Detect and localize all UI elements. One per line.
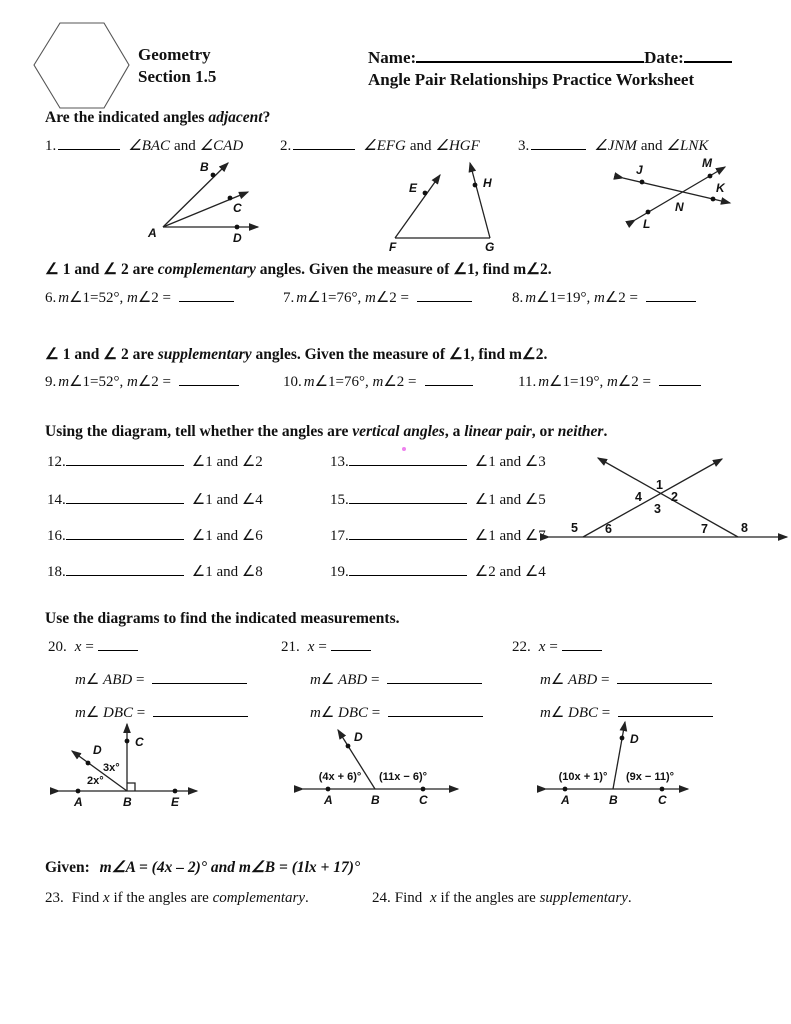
question-number: 17. (330, 528, 349, 544)
answer-blank (153, 703, 248, 717)
answer-blank (331, 637, 371, 651)
point-label-E: E (171, 795, 180, 809)
variable-x: x (538, 639, 546, 655)
heading-text: ∠ 1 and ∠ 2 are (45, 346, 158, 363)
given-formula: m∠A = (4x – 2)° and m∠B = (1lx + 17)° (99, 859, 361, 876)
point-label-F: F (389, 240, 397, 254)
answer-blank (349, 490, 467, 504)
equals: = (549, 639, 558, 655)
heading-text: angles. Given the measure of ∠1, find m∠2. (255, 261, 552, 278)
angle-symbol: ∠ (550, 705, 569, 721)
heading-text: Using the diagram, tell whether the angles are (45, 423, 353, 440)
question-number: 6. (45, 290, 57, 306)
question-15 (330, 490, 546, 509)
answer-blank (66, 562, 184, 576)
point-label-B: B (609, 793, 618, 807)
question-17 (330, 526, 546, 545)
question-12 (47, 452, 263, 471)
answer-blank (349, 526, 467, 540)
math-text: ∠2 = (604, 290, 639, 306)
question-number: 1. (45, 138, 57, 154)
diagram-q22 (538, 718, 703, 812)
course-title: Geometry (138, 45, 211, 64)
question-9 (45, 372, 239, 391)
heading-emphasis: linear pair (464, 423, 532, 440)
question-21-x (281, 637, 371, 656)
math-m: m (296, 290, 308, 306)
question-20-x (48, 637, 138, 656)
heading-emphasis: complementary (157, 261, 256, 278)
angle-name: ABD (103, 672, 133, 688)
section-supplementary-heading (45, 345, 547, 364)
math-m: m (127, 374, 138, 390)
math-m: m (365, 290, 376, 306)
math-m: m (372, 374, 384, 390)
question-number: 11. (518, 374, 537, 390)
question-number: 20. (48, 639, 67, 655)
answer-blank (387, 670, 482, 684)
diagram-adjacent-2 (383, 156, 508, 252)
given-label: Given: (45, 859, 90, 876)
worksheet-title: Angle Pair Relationships Practice Worksheet (368, 70, 695, 89)
answer-blank (58, 136, 120, 150)
question-emphasis: complementary (212, 890, 306, 906)
point-label-D: D (233, 231, 242, 245)
question-emphasis: supplementary (539, 890, 628, 906)
math-text: ∠1=19°, (536, 290, 594, 306)
answer-blank (179, 372, 239, 386)
angle-label-7: 7 (701, 522, 708, 536)
question-number: 3. (518, 138, 530, 154)
section-label: Section 1.5 (138, 67, 217, 86)
point-label-C: C (233, 201, 242, 215)
angle-label-5: 5 (571, 521, 578, 535)
conjunction: and (174, 138, 196, 154)
answer-blank (618, 703, 713, 717)
angle-symbol: ∠ (320, 705, 339, 721)
heading-text: ∠ 1 and ∠ 2 are (45, 261, 158, 278)
section-complementary-heading (45, 260, 552, 279)
equals: = (85, 639, 94, 655)
heading-text: . (603, 423, 608, 440)
point-label-D: D (630, 732, 639, 746)
question-10 (283, 372, 473, 391)
math-text: ∠2 = (617, 374, 651, 390)
question-8 (512, 288, 696, 307)
answer-blank (425, 372, 473, 386)
question-2 (280, 136, 480, 155)
heading-emphasis: neither (557, 423, 604, 440)
hexagon-logo (32, 20, 132, 112)
question-6 (45, 288, 234, 307)
question-number: 13. (330, 454, 349, 470)
answer-blank (646, 288, 696, 302)
answer-blank (659, 372, 701, 386)
angle-pair: ∠2 and ∠4 (474, 564, 546, 580)
angle-label-8: 8 (741, 521, 748, 535)
heading-emphasis: vertical angles (352, 423, 445, 440)
angle-symbol: ∠ (85, 705, 104, 721)
angle-label-2: 2 (671, 490, 678, 504)
point-label-D: D (354, 730, 363, 744)
heading-emphasis: supplementary (157, 346, 252, 363)
equals: = (318, 639, 327, 655)
question-number: 16. (47, 528, 66, 544)
point-label-M: M (702, 156, 712, 170)
variable-x: x (103, 890, 110, 906)
point-label-B: B (371, 793, 380, 807)
section-adjacent-heading (45, 109, 270, 127)
angle-name: ∠BAC (128, 138, 171, 154)
question-24 (372, 890, 632, 907)
math-text: ∠1=19°, (549, 374, 607, 390)
diagram-adjacent-3 (612, 156, 790, 240)
answer-blank (349, 452, 467, 466)
variable-x: x (430, 890, 437, 906)
angle-name: ∠LNK (666, 138, 709, 154)
heading-text: angles. Given the measure of ∠1, find m∠2. (251, 346, 548, 363)
angle-name: ∠EFG (363, 138, 406, 154)
conjunction: and (409, 138, 432, 154)
math-text: ∠1=76°, (307, 290, 365, 306)
equals: = (132, 672, 145, 688)
point-label-C: C (419, 793, 428, 807)
angle-expr-left: (4x + 6)° (318, 771, 362, 783)
answer-blank (562, 637, 602, 651)
variable-x: x (307, 639, 315, 655)
question-11 (518, 372, 701, 391)
heading-text: , or (531, 423, 558, 440)
given-statement (45, 858, 360, 877)
point-label-E: E (409, 181, 418, 195)
angle-symbol: ∠ (85, 672, 104, 688)
question-number: 14. (47, 492, 66, 508)
angle-name: ∠JNM (594, 138, 637, 154)
question-22-x (512, 637, 602, 656)
angle-pair: ∠1 and ∠3 (474, 454, 546, 470)
answer-blank (179, 288, 234, 302)
math-text: ∠2 = (137, 290, 172, 306)
angle-symbol: ∠ (320, 672, 339, 688)
question-text: . (305, 890, 309, 906)
equals: = (133, 705, 146, 721)
question-number: 9. (45, 374, 57, 390)
question-number: 24. (372, 890, 391, 906)
point-label-B: B (123, 795, 132, 809)
angle-name: ∠HGF (435, 138, 480, 154)
point-label-L: L (643, 217, 651, 231)
math-m: m (310, 672, 321, 688)
angle-name: DBC (103, 705, 134, 721)
question-number: 2. (280, 138, 292, 154)
angle-pair: ∠1 and ∠4 (191, 492, 263, 508)
point-label-N: N (675, 200, 684, 214)
equals: = (598, 705, 611, 721)
math-m: m (58, 374, 70, 390)
angle-name: DBC (568, 705, 599, 721)
angle-name: ABD (568, 672, 598, 688)
point-label-H: H (483, 176, 492, 190)
point-label-A: A (324, 793, 333, 807)
question-1 (45, 136, 243, 155)
answer-blank (98, 637, 138, 651)
math-text: ∠1=76°, (314, 374, 373, 390)
angle-label-1: 1 (656, 478, 663, 492)
angle-label-6: 6 (605, 522, 612, 536)
answer-blank (152, 670, 247, 684)
section-vertical-heading (45, 423, 607, 441)
math-m: m (594, 290, 605, 306)
question-number: 10. (283, 374, 302, 390)
question-14 (47, 490, 263, 509)
question-number: 7. (283, 290, 295, 306)
question-text: . (627, 890, 632, 906)
heading-emphasis: adjacent (208, 109, 263, 126)
question-number: 22. (512, 639, 531, 655)
answer-blank (66, 452, 184, 466)
name-label: Name: (368, 48, 417, 67)
answer-blank (617, 670, 712, 684)
point-label-C: C (135, 735, 144, 749)
question-text: Find (394, 890, 427, 906)
question-text: Find (71, 890, 104, 906)
answer-blank (388, 703, 483, 717)
equals: = (367, 672, 380, 688)
answer-blank (349, 562, 467, 576)
point-label-C: C (658, 793, 667, 807)
question-23 (45, 890, 309, 907)
answer-blank (66, 490, 184, 504)
diagram-numbered-angles (545, 443, 791, 545)
angle-pair: ∠1 and ∠8 (191, 564, 263, 580)
math-m: m (540, 672, 551, 688)
math-m: m (606, 374, 618, 390)
question-21-abd (310, 670, 482, 689)
math-text: ∠1=52°, (69, 374, 127, 390)
conjunction: and (640, 138, 663, 154)
point-label-B: B (200, 160, 209, 174)
math-m: m (75, 705, 86, 721)
angle-name: DBC (338, 705, 369, 721)
section-measurements-heading: Use the diagrams to find the indicated measurements. (45, 610, 400, 627)
question-22-abd (540, 670, 712, 689)
question-number: 12. (47, 454, 66, 470)
angle-pair: ∠1 and ∠5 (474, 492, 546, 508)
angle-label-3: 3 (654, 502, 661, 516)
math-m: m (540, 705, 551, 721)
question-text: if the angles are (109, 890, 213, 906)
question-3 (518, 136, 708, 155)
variable-x: x (74, 639, 82, 655)
math-m: m (525, 290, 537, 306)
point-label-G: G (485, 240, 495, 254)
question-number: 15. (330, 492, 349, 508)
heading-text: ? (262, 109, 271, 126)
question-18 (47, 562, 263, 581)
question-number: 21. (281, 639, 300, 655)
question-13 (330, 452, 546, 471)
math-m: m (127, 290, 138, 306)
name-blank (416, 46, 644, 63)
date-label: Date: (644, 48, 684, 67)
angle-pair: ∠1 and ∠6 (191, 528, 263, 544)
question-16 (47, 526, 263, 545)
angle-name: ABD (338, 672, 368, 688)
equals: = (368, 705, 381, 721)
angle-expr-3x: 3x° (103, 762, 120, 774)
math-m: m (303, 374, 315, 390)
diagram-q20 (53, 720, 218, 812)
math-m: m (75, 672, 86, 688)
angle-label-4: 4 (635, 490, 642, 504)
angle-name: ∠CAD (199, 138, 244, 154)
name-date-row (368, 46, 732, 68)
answer-blank (293, 136, 355, 150)
question-number: 8. (512, 290, 524, 306)
question-text: if the angles are (436, 890, 540, 906)
stray-pink-dot (402, 447, 406, 451)
math-m: m (538, 374, 550, 390)
math-text: ∠2 = (375, 290, 410, 306)
question-20-abd (75, 670, 247, 689)
question-number: 18. (47, 564, 66, 580)
point-label-A: A (74, 795, 83, 809)
point-label-D: D (93, 743, 102, 757)
angle-symbol: ∠ (550, 672, 569, 688)
equals: = (597, 672, 610, 688)
angle-pair: ∠1 and ∠7 (474, 528, 546, 544)
math-text: ∠2 = (383, 374, 417, 390)
question-7 (283, 288, 472, 307)
angle-pair: ∠1 and ∠2 (191, 454, 263, 470)
question-19 (330, 562, 546, 581)
point-label-J: J (636, 163, 643, 177)
date-blank (684, 46, 732, 63)
question-number: 23. (45, 890, 64, 906)
point-label-A: A (148, 226, 157, 240)
question-number: 19. (330, 564, 349, 580)
math-text: ∠1=52°, (69, 290, 127, 306)
angle-expr-left: (10x + 1)° (558, 771, 608, 783)
answer-blank (531, 136, 586, 150)
answer-blank (66, 526, 184, 540)
math-text: ∠2 = (137, 374, 172, 390)
math-m: m (310, 705, 321, 721)
math-m: m (58, 290, 70, 306)
answer-blank (417, 288, 472, 302)
point-label-A: A (561, 793, 570, 807)
angle-expr-right: (9x − 11)° (625, 771, 675, 783)
angle-expr-2x: 2x° (87, 775, 104, 787)
angle-expr-right: (11x − 6)° (378, 771, 428, 783)
heading-text: Are the indicated angles (45, 109, 209, 126)
point-label-K: K (716, 181, 725, 195)
diagram-adjacent-1 (138, 156, 270, 248)
heading-text: , a (444, 423, 465, 440)
diagram-q21 (298, 720, 470, 812)
